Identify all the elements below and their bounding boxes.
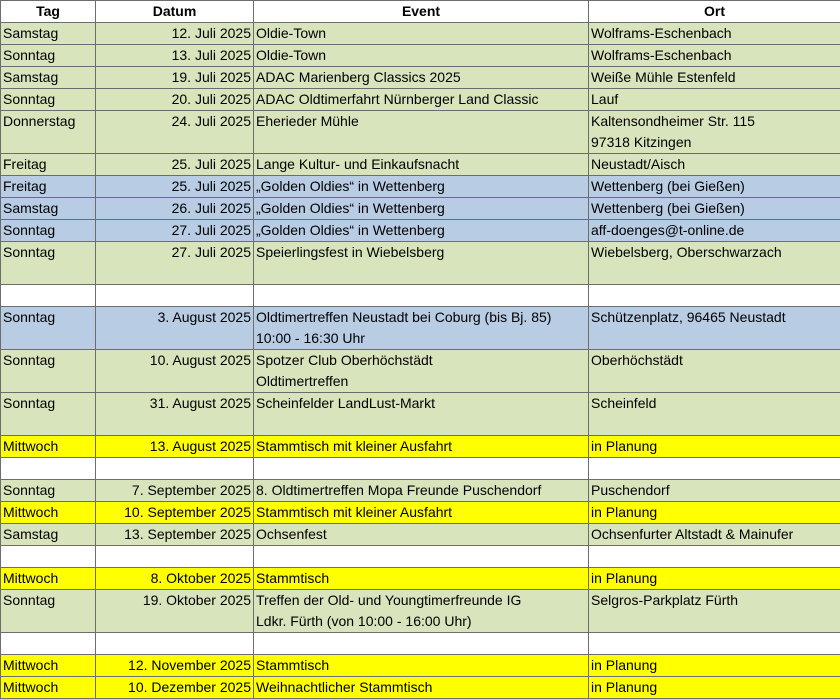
cell-ort[interactable] [589, 546, 840, 568]
cell-datum[interactable]: 8. Oktober 2025 [96, 568, 254, 590]
cell-event-line: 10:00 - 16:30 Uhr [256, 328, 586, 349]
table-row [1, 154, 840, 176]
cell-ort[interactable] [589, 242, 840, 285]
table-row [1, 285, 840, 307]
cell-tag[interactable]: Sonntag [1, 480, 96, 502]
cell-ort-line: in Planung [591, 655, 838, 676]
cell-tag[interactable]: Mittwoch [1, 502, 96, 524]
cell-event-line: Stammtisch [256, 568, 586, 589]
table-row [1, 524, 840, 546]
table-row [1, 220, 840, 242]
cell-event-line: Treffen der Old- und Youngtimerfreunde IG [256, 590, 586, 611]
cell-ort-line: Neustadt/Aisch [591, 154, 838, 175]
cell-event-line: „Golden Oldies“ in Wettenberg [256, 198, 586, 219]
cell-datum[interactable] [96, 285, 254, 307]
table-row [1, 45, 840, 67]
cell-event-line: Oldtimertreffen Neustadt bei Coburg (bis Bj. 85) [256, 307, 586, 328]
cell-event[interactable] [254, 285, 589, 307]
cell-event-line: Stammtisch mit kleiner Ausfahrt [256, 436, 586, 457]
table-row [1, 393, 840, 436]
cell-ort[interactable] [589, 436, 840, 458]
cell-ort[interactable] [589, 307, 840, 350]
cell-ort[interactable] [589, 176, 840, 198]
cell-ort[interactable] [589, 89, 840, 111]
cell-ort[interactable] [589, 67, 840, 89]
table-row [1, 67, 840, 89]
table-row [1, 590, 840, 633]
cell-event[interactable] [254, 307, 589, 350]
cell-event-line: Stammtisch [256, 655, 586, 676]
cell-tag[interactable]: Donnerstag [1, 111, 96, 154]
cell-ort[interactable] [589, 393, 840, 436]
cell-ort-line: Wolframs-Eschenbach [591, 23, 838, 44]
cell-tag[interactable]: Mittwoch [1, 677, 96, 699]
cell-tag[interactable]: Freitag [1, 154, 96, 176]
cell-event[interactable] [254, 111, 589, 154]
header-datum[interactable]: Datum [96, 1, 254, 23]
table-row [1, 111, 840, 154]
cell-event[interactable] [254, 546, 589, 568]
cell-datum[interactable]: 19. Juli 2025 [96, 67, 254, 89]
table-row [1, 546, 840, 568]
cell-datum[interactable]: 20. Juli 2025 [96, 89, 254, 111]
cell-ort-line: Wettenberg (bei Gießen) [591, 176, 838, 197]
cell-event[interactable] [254, 23, 589, 45]
table-row [1, 480, 840, 502]
table-row [1, 307, 840, 350]
cell-datum[interactable]: 31. August 2025 [96, 393, 254, 436]
cell-datum[interactable]: 10. August 2025 [96, 350, 254, 393]
cell-datum[interactable]: 27. Juli 2025 [96, 242, 254, 285]
cell-event[interactable] [254, 480, 589, 502]
cell-ort[interactable] [589, 285, 840, 307]
cell-event-line: Spotzer Club Oberhöchstädt [256, 350, 586, 371]
cell-tag[interactable]: Sonntag [1, 350, 96, 393]
cell-ort-line: Oberhöchstädt [591, 350, 838, 371]
table-row [1, 502, 840, 524]
cell-datum[interactable]: 25. Juli 2025 [96, 154, 254, 176]
cell-tag[interactable] [1, 458, 96, 480]
header-row [1, 1, 840, 23]
cell-ort-line: Wettenberg (bei Gießen) [591, 198, 838, 219]
cell-datum[interactable] [96, 546, 254, 568]
cell-event-line: Oldie-Town [256, 45, 586, 66]
cell-ort-line: Selgros-Parkplatz Fürth [591, 590, 838, 611]
cell-ort-line: Kaltensondheimer Str. 115 [591, 111, 838, 132]
header-ort[interactable]: Ort [589, 1, 840, 23]
cell-ort-line: aff-doenges@t-online.de [591, 220, 838, 241]
cell-datum[interactable]: 26. Juli 2025 [96, 198, 254, 220]
cell-tag[interactable]: Sonntag [1, 393, 96, 436]
cell-event[interactable] [254, 633, 589, 655]
cell-event[interactable] [254, 436, 589, 458]
cell-event-line: Ochsenfest [256, 524, 586, 545]
cell-tag[interactable]: Mittwoch [1, 568, 96, 590]
cell-ort-line: in Planung [591, 436, 838, 457]
cell-datum[interactable]: 25. Juli 2025 [96, 176, 254, 198]
table-row [1, 436, 840, 458]
cell-event-line: Oldie-Town [256, 23, 586, 44]
cell-event[interactable] [254, 677, 589, 699]
cell-tag[interactable]: Freitag [1, 176, 96, 198]
cell-event-line: ADAC Oldtimerfahrt Nürnberger Land Classic [256, 89, 586, 110]
cell-event[interactable] [254, 502, 589, 524]
cell-ort[interactable] [589, 590, 840, 633]
cell-event-line: Lange Kultur- und Einkaufsnacht [256, 154, 586, 175]
cell-ort[interactable] [589, 480, 840, 502]
cell-event-line: ADAC Marienberg Classics 2025 [256, 67, 586, 88]
cell-event-line: Eherieder Mühle [256, 111, 586, 132]
cell-datum[interactable]: 12. November 2025 [96, 655, 254, 677]
cell-ort[interactable] [589, 23, 840, 45]
cell-tag[interactable]: Samstag [1, 198, 96, 220]
cell-event-line: „Golden Oldies“ in Wettenberg [256, 220, 586, 241]
cell-ort-line: Ochsenfurter Altstadt & Mainufer [591, 524, 838, 545]
cell-tag[interactable]: Samstag [1, 67, 96, 89]
cell-event[interactable] [254, 242, 589, 285]
cell-datum[interactable]: 10. September 2025 [96, 502, 254, 524]
cell-ort-line: Lauf [591, 89, 838, 110]
cell-event[interactable] [254, 45, 589, 67]
cell-tag[interactable] [1, 546, 96, 568]
cell-tag[interactable]: Sonntag [1, 220, 96, 242]
cell-event-line: Weihnachtlicher Stammtisch [256, 677, 586, 698]
cell-event-line: Ldkr. Fürth (von 10:00 - 16:00 Uhr) [256, 611, 586, 632]
cell-event[interactable] [254, 524, 589, 546]
cell-tag[interactable]: Sonntag [1, 307, 96, 350]
cell-datum[interactable]: 7. September 2025 [96, 480, 254, 502]
cell-event-line: Speierlingsfest in Wiebelsberg [256, 242, 586, 263]
cell-tag[interactable]: Mittwoch [1, 436, 96, 458]
cell-datum[interactable] [96, 633, 254, 655]
cell-event-line: Oldtimertreffen [256, 371, 586, 392]
cell-ort[interactable] [589, 111, 840, 154]
cell-tag[interactable]: Samstag [1, 524, 96, 546]
cell-ort-line: 97318 Kitzingen [591, 132, 838, 153]
cell-event[interactable] [254, 568, 589, 590]
cell-event-line: Scheinfelder LandLust-Markt [256, 393, 586, 414]
table-row [1, 568, 840, 590]
cell-event[interactable] [254, 198, 589, 220]
cell-ort[interactable] [589, 220, 840, 242]
cell-ort[interactable] [589, 154, 840, 176]
cell-event-line: Stammtisch mit kleiner Ausfahrt [256, 502, 586, 523]
cell-ort[interactable] [589, 524, 840, 546]
table-row [1, 458, 840, 480]
cell-tag[interactable] [1, 285, 96, 307]
cell-ort-line: Scheinfeld [591, 393, 838, 414]
header-tag[interactable]: Tag [1, 1, 96, 23]
cell-ort-line: Wiebelsberg, Oberschwarzach [591, 242, 838, 263]
cell-ort[interactable] [589, 677, 840, 699]
cell-event[interactable] [254, 393, 589, 436]
cell-tag[interactable] [1, 633, 96, 655]
cell-event[interactable] [254, 67, 589, 89]
table-row [1, 176, 840, 198]
cell-ort-line: Puschendorf [591, 480, 838, 501]
cell-datum[interactable]: 19. Oktober 2025 [96, 590, 254, 633]
cell-ort-line: in Planung [591, 677, 838, 698]
cell-event[interactable] [254, 89, 589, 111]
cell-ort[interactable] [589, 350, 840, 393]
table-row [1, 633, 840, 655]
cell-ort-line: Wolframs-Eschenbach [591, 45, 838, 66]
cell-tag[interactable]: Sonntag [1, 590, 96, 633]
cell-datum[interactable]: 3. August 2025 [96, 307, 254, 350]
cell-tag[interactable]: Sonntag [1, 242, 96, 285]
cell-tag[interactable]: Sonntag [1, 89, 96, 111]
cell-event[interactable] [254, 176, 589, 198]
cell-event-line: „Golden Oldies“ in Wettenberg [256, 176, 586, 197]
table-row [1, 655, 840, 677]
cell-ort[interactable] [589, 458, 840, 480]
cell-ort[interactable] [589, 633, 840, 655]
cell-event-line: 8. Oldtimertreffen Mopa Freunde Puschendorf [256, 480, 586, 501]
cell-datum[interactable]: 13. September 2025 [96, 524, 254, 546]
cell-datum[interactable]: 10. Dezember 2025 [96, 677, 254, 699]
cell-ort[interactable] [589, 502, 840, 524]
cell-tag[interactable]: Mittwoch [1, 655, 96, 677]
cell-datum[interactable] [96, 458, 254, 480]
cell-datum[interactable]: 24. Juli 2025 [96, 111, 254, 154]
cell-tag[interactable]: Samstag [1, 23, 96, 45]
cell-ort-line: in Planung [591, 568, 838, 589]
cell-datum[interactable]: 27. Juli 2025 [96, 220, 254, 242]
cell-datum[interactable]: 13. Juli 2025 [96, 45, 254, 67]
cell-datum[interactable]: 13. August 2025 [96, 436, 254, 458]
cell-datum[interactable]: 12. Juli 2025 [96, 23, 254, 45]
cell-ort[interactable] [589, 45, 840, 67]
table-row [1, 677, 840, 699]
header-event[interactable]: Event [254, 1, 589, 23]
cell-event[interactable] [254, 350, 589, 393]
cell-ort[interactable] [589, 655, 840, 677]
table-row [1, 89, 840, 111]
table-body [1, 23, 840, 699]
cell-ort-line: Weiße Mühle Estenfeld [591, 67, 838, 88]
cell-tag[interactable]: Sonntag [1, 45, 96, 67]
table-row [1, 198, 840, 220]
cell-ort[interactable] [589, 568, 840, 590]
cell-event[interactable] [254, 154, 589, 176]
cell-ort[interactable] [589, 198, 840, 220]
cell-event[interactable] [254, 458, 589, 480]
cell-event[interactable] [254, 655, 589, 677]
cell-ort-line: Schützenplatz, 96465 Neustadt [591, 307, 838, 328]
table-row [1, 23, 840, 45]
table-row [1, 242, 840, 285]
cell-event[interactable] [254, 220, 589, 242]
cell-ort-line: in Planung [591, 502, 838, 523]
cell-event[interactable] [254, 590, 589, 633]
table-row [1, 350, 840, 393]
